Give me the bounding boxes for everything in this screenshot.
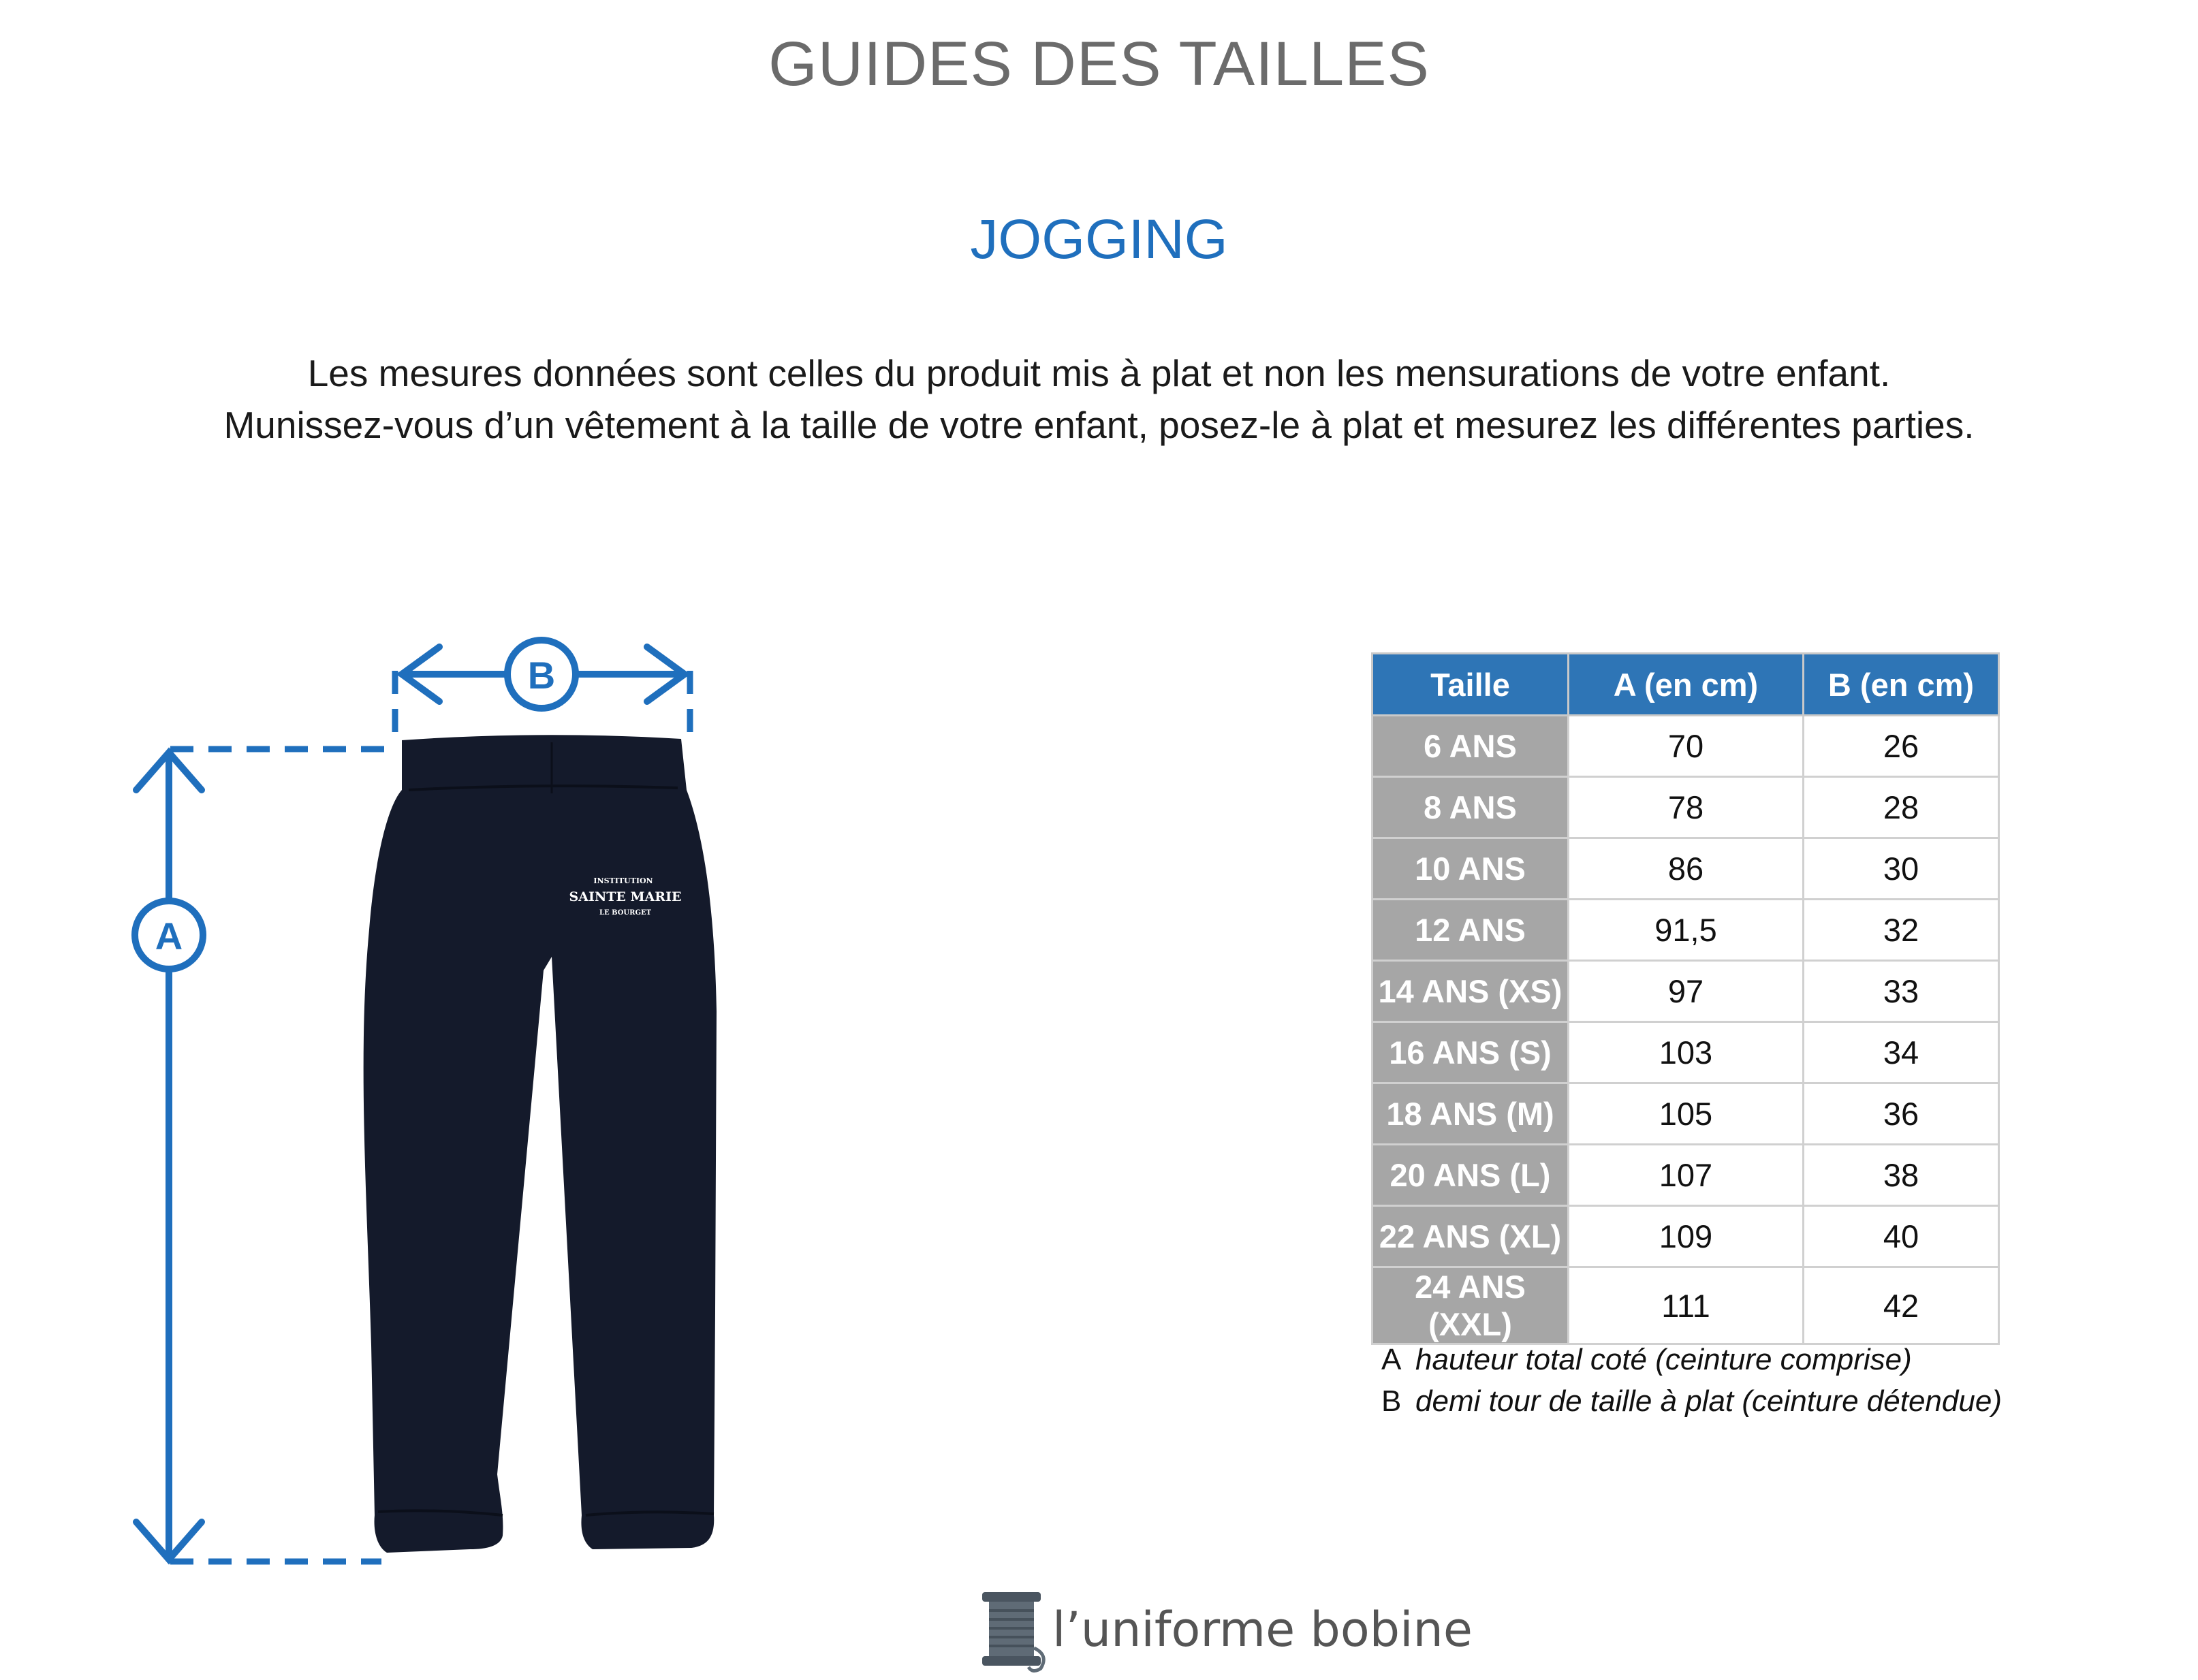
page-title: GUIDES DES TAILLES xyxy=(768,29,1430,99)
value-b-cell: 33 xyxy=(1804,961,1999,1022)
legend-a xyxy=(1381,1343,1912,1377)
size-cell: 16 ANS (S) xyxy=(1372,1022,1569,1083)
legend-a-key: A xyxy=(1381,1343,1402,1376)
intro-line-2: Munissez-vous d’un vêtement à la taille de votre enfant, posez-le à plat et mesurez les différentes parties. xyxy=(223,404,1975,446)
value-a-cell: 105 xyxy=(1569,1083,1804,1145)
size-cell: 10 ANS xyxy=(1372,838,1569,900)
size-cell: 8 ANS xyxy=(1372,777,1569,838)
table-row xyxy=(1372,900,1999,961)
value-b-cell: 40 xyxy=(1804,1206,1999,1267)
legend-b-desc: demi tour de taille à plat (ceinture détendue) xyxy=(1415,1384,2002,1418)
pants-print-line-3: LE BOURGET xyxy=(599,909,652,917)
jogging-pants-illustration xyxy=(364,735,719,1570)
table-row xyxy=(1372,716,1999,777)
size-cell: 6 ANS xyxy=(1372,716,1569,777)
brand-name: l’uniforme bobine xyxy=(1052,1602,1473,1658)
value-a-cell: 97 xyxy=(1569,961,1804,1022)
value-b-cell: 42 xyxy=(1804,1267,1999,1344)
header-taille: Taille xyxy=(1372,654,1569,716)
size-cell: 18 ANS (M) xyxy=(1372,1083,1569,1145)
size-cell: 12 ANS xyxy=(1372,900,1569,961)
value-b-cell: 28 xyxy=(1804,777,1999,838)
value-a-cell: 70 xyxy=(1569,716,1804,777)
value-a-cell: 107 xyxy=(1569,1145,1804,1206)
header-b: B (en cm) xyxy=(1804,654,1999,716)
size-cell: 24 ANS (XXL) xyxy=(1372,1267,1569,1344)
value-b-cell: 26 xyxy=(1804,716,1999,777)
size-cell: 20 ANS (L) xyxy=(1372,1145,1569,1206)
table-row xyxy=(1372,838,1999,900)
size-cell: 22 ANS (XL) xyxy=(1372,1206,1569,1267)
measure-a-arrow xyxy=(136,752,202,1559)
value-a-cell: 86 xyxy=(1569,838,1804,900)
value-a-cell: 91,5 xyxy=(1569,900,1804,961)
legend-a-desc: hauteur total coté (ceinture comprise) xyxy=(1415,1343,1912,1376)
legend-b xyxy=(1381,1384,2002,1419)
intro-line-1: Les mesures données sont celles du produit mis à plat et non les mensurations de votre enfant. xyxy=(307,352,1891,394)
measure-b-label: B xyxy=(527,654,556,697)
header-a: A (en cm) xyxy=(1569,654,1804,716)
table-row xyxy=(1372,777,1999,838)
value-b-cell: 36 xyxy=(1804,1083,1999,1145)
value-b-cell: 30 xyxy=(1804,838,1999,900)
table-row xyxy=(1372,961,1999,1022)
pants-print-line-2: SAINTE MARIE xyxy=(569,889,682,904)
size-cell: 14 ANS (XS) xyxy=(1372,961,1569,1022)
value-a-cell: 111 xyxy=(1569,1267,1804,1344)
spool-icon xyxy=(982,1592,1043,1671)
value-b-cell: 38 xyxy=(1804,1145,1999,1206)
value-b-cell: 32 xyxy=(1804,900,1999,961)
value-a-cell: 109 xyxy=(1569,1206,1804,1267)
table-row xyxy=(1372,1267,1999,1344)
value-a-cell: 103 xyxy=(1569,1022,1804,1083)
table-row xyxy=(1372,1022,1999,1083)
legend-b-key: B xyxy=(1381,1384,1402,1418)
pants-print-line-1: INSTITUTION xyxy=(593,876,653,885)
measurement-diagram xyxy=(116,630,817,1570)
table-header-row xyxy=(1372,654,1999,716)
table-row xyxy=(1372,1083,1999,1145)
table-row xyxy=(1372,1145,1999,1206)
table-row xyxy=(1372,1206,1999,1267)
value-b-cell: 34 xyxy=(1804,1022,1999,1083)
section-title: JOGGING xyxy=(970,208,1228,270)
value-a-cell: 78 xyxy=(1569,777,1804,838)
size-table xyxy=(1371,652,2000,1345)
measure-a-label: A xyxy=(155,915,183,957)
